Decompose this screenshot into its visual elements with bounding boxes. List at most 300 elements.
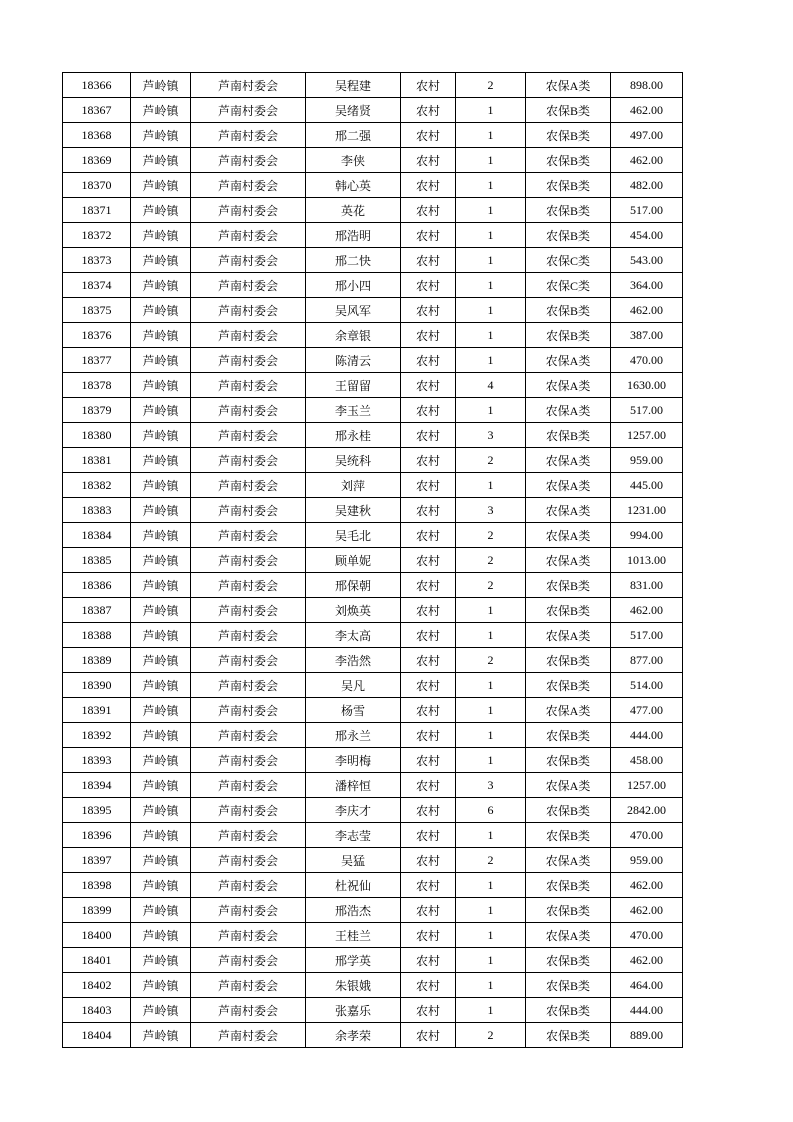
table-cell: 农村	[401, 298, 456, 323]
table-cell: 农村	[401, 648, 456, 673]
table-cell: 18380	[63, 423, 131, 448]
table-cell: 1	[456, 873, 526, 898]
table-cell: 1	[456, 273, 526, 298]
table-cell: 18379	[63, 398, 131, 423]
table-cell: 芦南村委会	[191, 348, 306, 373]
table-cell: 农保B类	[526, 223, 611, 248]
table-cell: 芦南村委会	[191, 823, 306, 848]
table-row	[63, 923, 683, 948]
table-cell: 18385	[63, 548, 131, 573]
table-cell: 农村	[401, 548, 456, 573]
table-cell: 吴绪贤	[306, 98, 401, 123]
table-cell: 农保B类	[526, 973, 611, 998]
table-cell: 芦南村委会	[191, 698, 306, 723]
table-cell: 农村	[401, 73, 456, 98]
table-cell: 农村	[401, 348, 456, 373]
table-cell: 农保B类	[526, 798, 611, 823]
table-cell: 1	[456, 473, 526, 498]
table-cell: 470.00	[611, 823, 683, 848]
table-cell: 农村	[401, 448, 456, 473]
table-cell: 农保B类	[526, 173, 611, 198]
table-row	[63, 598, 683, 623]
table-row	[63, 98, 683, 123]
table-cell: 2	[456, 1023, 526, 1048]
table-cell: 农村	[401, 573, 456, 598]
table-cell: 1	[456, 148, 526, 173]
table-cell: 芦岭镇	[131, 598, 191, 623]
table-cell: 杜祝仙	[306, 873, 401, 898]
table-cell: 农村	[401, 398, 456, 423]
table-cell: 1	[456, 198, 526, 223]
table-cell: 芦南村委会	[191, 73, 306, 98]
table-row	[63, 173, 683, 198]
table-cell: 农村	[401, 323, 456, 348]
table-cell: 1	[456, 348, 526, 373]
table-cell: 芦南村委会	[191, 323, 306, 348]
table-cell: 芦岭镇	[131, 698, 191, 723]
table-row	[63, 948, 683, 973]
table-cell: 2	[456, 523, 526, 548]
table-cell: 2	[456, 648, 526, 673]
table-row	[63, 973, 683, 998]
table-cell: 18370	[63, 173, 131, 198]
table-cell: 1	[456, 698, 526, 723]
table-cell: 杨雪	[306, 698, 401, 723]
table-cell: 农村	[401, 698, 456, 723]
table-cell: 18368	[63, 123, 131, 148]
table-cell: 吴统科	[306, 448, 401, 473]
table-cell: 2	[456, 73, 526, 98]
table-row	[63, 473, 683, 498]
table-cell: 农保B类	[526, 148, 611, 173]
table-cell: 444.00	[611, 723, 683, 748]
table-cell: 农保B类	[526, 673, 611, 698]
table-cell: 3	[456, 498, 526, 523]
table-row	[63, 823, 683, 848]
table-cell: 李太高	[306, 623, 401, 648]
table-cell: 农村	[401, 798, 456, 823]
table-cell: 农村	[401, 873, 456, 898]
table-cell: 1630.00	[611, 373, 683, 398]
table-cell: 农保B类	[526, 298, 611, 323]
table-cell: 芦南村委会	[191, 473, 306, 498]
table-row	[63, 223, 683, 248]
table-cell: 农村	[401, 248, 456, 273]
table-cell: 831.00	[611, 573, 683, 598]
table-cell: 2	[456, 573, 526, 598]
table-row	[63, 623, 683, 648]
table-cell: 刘萍	[306, 473, 401, 498]
table-cell: 1	[456, 298, 526, 323]
table-cell: 芦南村委会	[191, 423, 306, 448]
table-row	[63, 423, 683, 448]
table-cell: 吴建秋	[306, 498, 401, 523]
table-row	[63, 273, 683, 298]
table-cell: 18397	[63, 848, 131, 873]
table-cell: 邢保朝	[306, 573, 401, 598]
table-cell: 芦南村委会	[191, 998, 306, 1023]
table-cell: 芦岭镇	[131, 198, 191, 223]
table-cell: 959.00	[611, 848, 683, 873]
table-cell: 462.00	[611, 898, 683, 923]
table-cell: 芦岭镇	[131, 648, 191, 673]
table-cell: 1257.00	[611, 423, 683, 448]
table-cell: 吴风军	[306, 298, 401, 323]
table-cell: 芦南村委会	[191, 273, 306, 298]
table-cell: 1013.00	[611, 548, 683, 573]
table-cell: 农村	[401, 623, 456, 648]
table-cell: 芦岭镇	[131, 448, 191, 473]
table-cell: 芦岭镇	[131, 923, 191, 948]
table-cell: 农村	[401, 848, 456, 873]
table-cell: 农村	[401, 198, 456, 223]
table-row	[63, 548, 683, 573]
table-cell: 农村	[401, 273, 456, 298]
table-row	[63, 73, 683, 98]
table-cell: 18367	[63, 98, 131, 123]
table-row	[63, 323, 683, 348]
table-cell: 454.00	[611, 223, 683, 248]
table-cell: 464.00	[611, 973, 683, 998]
table-cell: 462.00	[611, 948, 683, 973]
table-row	[63, 998, 683, 1023]
table-cell: 470.00	[611, 348, 683, 373]
table-cell: 农保B类	[526, 898, 611, 923]
table-cell: 458.00	[611, 748, 683, 773]
table-cell: 农村	[401, 973, 456, 998]
table-cell: 462.00	[611, 148, 683, 173]
table-cell: 18396	[63, 823, 131, 848]
table-cell: 邢二强	[306, 123, 401, 148]
table-cell: 387.00	[611, 323, 683, 348]
table-cell: 芦岭镇	[131, 748, 191, 773]
table-row	[63, 848, 683, 873]
table-cell: 农保B类	[526, 873, 611, 898]
table-cell: 芦岭镇	[131, 873, 191, 898]
table-cell: 农保A类	[526, 623, 611, 648]
table-cell: 农保A类	[526, 498, 611, 523]
table-cell: 农村	[401, 98, 456, 123]
table-cell: 芦岭镇	[131, 248, 191, 273]
table-cell: 994.00	[611, 523, 683, 548]
table-cell: 462.00	[611, 873, 683, 898]
table-cell: 农保A类	[526, 448, 611, 473]
table-cell: 1	[456, 323, 526, 348]
table-cell: 芦岭镇	[131, 948, 191, 973]
table-cell: 农村	[401, 898, 456, 923]
table-cell: 18389	[63, 648, 131, 673]
table-cell: 芦南村委会	[191, 373, 306, 398]
table-cell: 462.00	[611, 298, 683, 323]
table-cell: 1	[456, 398, 526, 423]
table-cell: 农保C类	[526, 273, 611, 298]
table-cell: 芦南村委会	[191, 723, 306, 748]
table-cell: 18381	[63, 448, 131, 473]
table-cell: 农村	[401, 748, 456, 773]
table-cell: 农保B类	[526, 598, 611, 623]
table-cell: 543.00	[611, 248, 683, 273]
table-cell: 芦岭镇	[131, 298, 191, 323]
table-cell: 898.00	[611, 73, 683, 98]
table-cell: 芦南村委会	[191, 623, 306, 648]
table-row	[63, 573, 683, 598]
table-cell: 18398	[63, 873, 131, 898]
table-cell: 芦南村委会	[191, 223, 306, 248]
table-cell: 889.00	[611, 1023, 683, 1048]
table-cell: 农保A类	[526, 848, 611, 873]
table-cell: 农村	[401, 723, 456, 748]
table-cell: 877.00	[611, 648, 683, 673]
table-cell: 农保A类	[526, 348, 611, 373]
table-cell: 芦岭镇	[131, 73, 191, 98]
table-cell: 农保B类	[526, 723, 611, 748]
table-cell: 18384	[63, 523, 131, 548]
table-cell: 1231.00	[611, 498, 683, 523]
table-cell: 芦岭镇	[131, 723, 191, 748]
table-body	[63, 73, 683, 1048]
table-cell: 李明梅	[306, 748, 401, 773]
table-row	[63, 698, 683, 723]
table-cell: 芦岭镇	[131, 798, 191, 823]
table-cell: 1	[456, 823, 526, 848]
table-cell: 农村	[401, 998, 456, 1023]
table-cell: 农保A类	[526, 698, 611, 723]
table-cell: 芦岭镇	[131, 898, 191, 923]
table-cell: 1257.00	[611, 773, 683, 798]
table-cell: 18369	[63, 148, 131, 173]
table-cell: 英花	[306, 198, 401, 223]
table-cell: 芦南村委会	[191, 98, 306, 123]
table-cell: 18401	[63, 948, 131, 973]
table-cell: 1	[456, 123, 526, 148]
table-cell: 芦岭镇	[131, 348, 191, 373]
table-cell: 芦岭镇	[131, 848, 191, 873]
table-cell: 18387	[63, 598, 131, 623]
table-cell: 农村	[401, 223, 456, 248]
table-cell: 芦南村委会	[191, 973, 306, 998]
table-cell: 农保B类	[526, 823, 611, 848]
table-cell: 农保B类	[526, 423, 611, 448]
table-cell: 芦南村委会	[191, 948, 306, 973]
table-cell: 2	[456, 848, 526, 873]
table-cell: 李庆才	[306, 798, 401, 823]
table-cell: 朱银娥	[306, 973, 401, 998]
table-cell: 农保B类	[526, 748, 611, 773]
table-row	[63, 148, 683, 173]
table-cell: 邢小四	[306, 273, 401, 298]
table-cell: 农保B类	[526, 998, 611, 1023]
table-row	[63, 298, 683, 323]
table-cell: 农保B类	[526, 198, 611, 223]
table-cell: 农村	[401, 773, 456, 798]
table-cell: 芦南村委会	[191, 573, 306, 598]
table-cell: 农保A类	[526, 523, 611, 548]
table-cell: 1	[456, 748, 526, 773]
table-cell: 农保B类	[526, 573, 611, 598]
table-cell: 18393	[63, 748, 131, 773]
table-cell: 农村	[401, 673, 456, 698]
table-cell: 芦南村委会	[191, 298, 306, 323]
table-cell: 芦岭镇	[131, 548, 191, 573]
table-cell: 芦岭镇	[131, 973, 191, 998]
table-cell: 芦岭镇	[131, 323, 191, 348]
table-cell: 农保A类	[526, 373, 611, 398]
table-cell: 芦南村委会	[191, 598, 306, 623]
table-row	[63, 773, 683, 798]
table-row	[63, 398, 683, 423]
table-cell: 18383	[63, 498, 131, 523]
table-cell: 芦岭镇	[131, 173, 191, 198]
table-cell: 吴凡	[306, 673, 401, 698]
table-row	[63, 1023, 683, 1048]
table-cell: 959.00	[611, 448, 683, 473]
table-cell: 芦南村委会	[191, 923, 306, 948]
table-cell: 1	[456, 898, 526, 923]
table-cell: 18386	[63, 573, 131, 598]
table-cell: 18372	[63, 223, 131, 248]
table-row	[63, 498, 683, 523]
table-cell: 18374	[63, 273, 131, 298]
table-cell: 497.00	[611, 123, 683, 148]
table-row	[63, 523, 683, 548]
table-row	[63, 448, 683, 473]
table-cell: 2842.00	[611, 798, 683, 823]
table-cell: 1	[456, 673, 526, 698]
table-cell: 芦岭镇	[131, 148, 191, 173]
table-cell: 3	[456, 423, 526, 448]
table-cell: 2	[456, 548, 526, 573]
table-cell: 1	[456, 248, 526, 273]
table-cell: 农村	[401, 523, 456, 548]
table-cell: 444.00	[611, 998, 683, 1023]
table-row	[63, 373, 683, 398]
table-cell: 1	[456, 998, 526, 1023]
table-cell: 1	[456, 98, 526, 123]
table-cell: 1	[456, 623, 526, 648]
table-cell: 1	[456, 973, 526, 998]
table-cell: 18402	[63, 973, 131, 998]
table-cell: 芦南村委会	[191, 498, 306, 523]
table-cell: 芦南村委会	[191, 873, 306, 898]
table-row	[63, 248, 683, 273]
table-cell: 芦岭镇	[131, 498, 191, 523]
table-cell: 芦南村委会	[191, 673, 306, 698]
table-row	[63, 748, 683, 773]
table-cell: 芦南村委会	[191, 248, 306, 273]
table-cell: 18375	[63, 298, 131, 323]
table-cell: 18399	[63, 898, 131, 923]
table-cell: 芦岭镇	[131, 823, 191, 848]
table-cell: 514.00	[611, 673, 683, 698]
table-cell: 1	[456, 598, 526, 623]
table-cell: 4	[456, 373, 526, 398]
table-cell: 农保B类	[526, 98, 611, 123]
table-cell: 芦岭镇	[131, 523, 191, 548]
table-cell: 芦南村委会	[191, 198, 306, 223]
table-cell: 邢浩明	[306, 223, 401, 248]
table-cell: 农保B类	[526, 1023, 611, 1048]
table-cell: 农保B类	[526, 323, 611, 348]
table-cell: 1	[456, 173, 526, 198]
table-cell: 邢永兰	[306, 723, 401, 748]
table-cell: 18404	[63, 1023, 131, 1048]
table-cell: 农村	[401, 148, 456, 173]
table-cell: 邢学英	[306, 948, 401, 973]
table-cell: 芦岭镇	[131, 573, 191, 598]
table-cell: 芦岭镇	[131, 773, 191, 798]
table-cell: 芦南村委会	[191, 148, 306, 173]
table-cell: 芦南村委会	[191, 523, 306, 548]
table-cell: 张嘉乐	[306, 998, 401, 1023]
table-cell: 18371	[63, 198, 131, 223]
table-cell: 462.00	[611, 98, 683, 123]
table-cell: 芦南村委会	[191, 648, 306, 673]
table-cell: 18366	[63, 73, 131, 98]
table-cell: 农保B类	[526, 948, 611, 973]
table-cell: 517.00	[611, 623, 683, 648]
table-cell: 462.00	[611, 598, 683, 623]
table-cell: 农村	[401, 598, 456, 623]
table-cell: 王留留	[306, 373, 401, 398]
table-cell: 芦南村委会	[191, 548, 306, 573]
table-cell: 农村	[401, 173, 456, 198]
table-row	[63, 898, 683, 923]
table-cell: 农村	[401, 373, 456, 398]
table-cell: 李浩然	[306, 648, 401, 673]
table-row	[63, 723, 683, 748]
table-cell: 农村	[401, 123, 456, 148]
table-row	[63, 648, 683, 673]
table-cell: 余孝荣	[306, 1023, 401, 1048]
table-cell: 吴猛	[306, 848, 401, 873]
table-cell: 445.00	[611, 473, 683, 498]
table-cell: 18382	[63, 473, 131, 498]
table-cell: 1	[456, 223, 526, 248]
table-cell: 18391	[63, 698, 131, 723]
table-cell: 陈清云	[306, 348, 401, 373]
table-cell: 农保A类	[526, 473, 611, 498]
table-cell: 芦岭镇	[131, 673, 191, 698]
table-cell: 李侠	[306, 148, 401, 173]
table-cell: 农保A类	[526, 548, 611, 573]
table-cell: 芦岭镇	[131, 98, 191, 123]
table-cell: 邢永桂	[306, 423, 401, 448]
table-cell: 芦南村委会	[191, 398, 306, 423]
table-cell: 517.00	[611, 398, 683, 423]
table-cell: 农保B类	[526, 123, 611, 148]
table-cell: 1	[456, 948, 526, 973]
table-cell: 农保A类	[526, 923, 611, 948]
table-cell: 477.00	[611, 698, 683, 723]
table-cell: 李志莹	[306, 823, 401, 848]
table-cell: 芦岭镇	[131, 998, 191, 1023]
table-cell: 刘焕英	[306, 598, 401, 623]
table-cell: 517.00	[611, 198, 683, 223]
table-cell: 芦岭镇	[131, 1023, 191, 1048]
table-cell: 芦南村委会	[191, 748, 306, 773]
table-cell: 3	[456, 773, 526, 798]
table-cell: 2	[456, 448, 526, 473]
table-cell: 6	[456, 798, 526, 823]
table-cell: 芦岭镇	[131, 423, 191, 448]
table-cell: 18390	[63, 673, 131, 698]
table-cell: 农村	[401, 498, 456, 523]
table-row	[63, 798, 683, 823]
table-cell: 18392	[63, 723, 131, 748]
data-table	[62, 72, 683, 1048]
table-cell: 芦南村委会	[191, 1023, 306, 1048]
table-cell: 潘梓恒	[306, 773, 401, 798]
